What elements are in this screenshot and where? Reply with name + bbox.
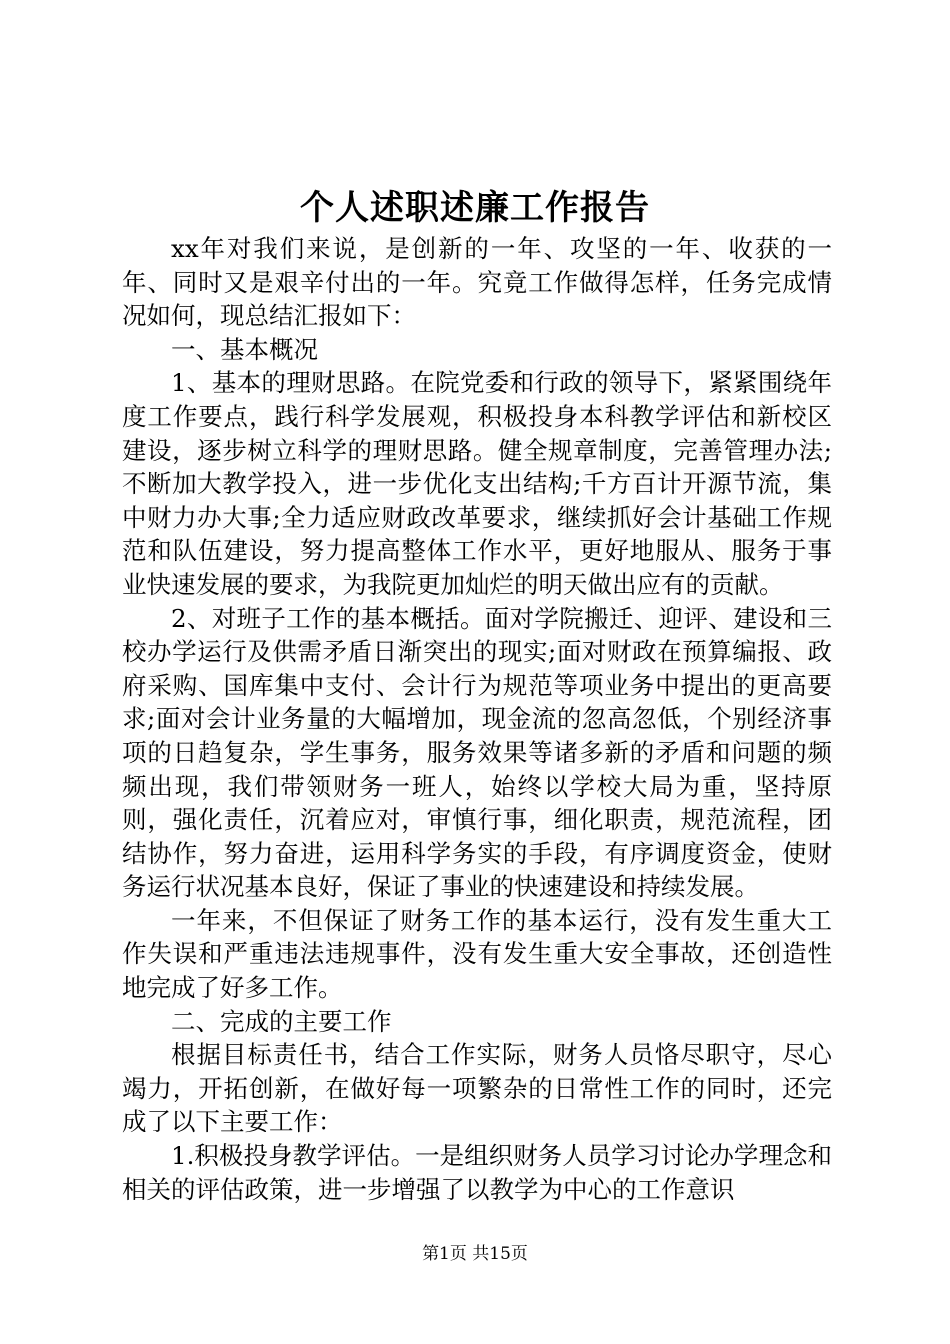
- document-body: [122, 232, 832, 1206]
- page-number: 第1页 共15页: [422, 1244, 528, 1264]
- paragraph-main-work-intro: 根据目标责任书，结合工作实际，财务人员恪尽职守，尽心竭力，开拓创新，在做好每一项繁杂的日常性工作的同时，还完成了以下主要工作：: [122, 1040, 832, 1137]
- paragraph-intro: xx年对我们来说，是创新的一年、攻坚的一年、收获的一年、同时又是艰辛付出的一年。究竟工作做得怎样，任务完成情况如何，现总结汇报如下：: [122, 234, 832, 331]
- paragraph-year-summary: 一年来，不但保证了财务工作的基本运行，没有发生重大工作失误和严重违法违规事件，没有发生重大安全事故，还创造性地完成了好多工作。: [122, 905, 832, 1003]
- paragraph-team-summary: 2、对班子工作的基本概括。面对学院搬迁、迎评、建设和三校办学运行及供需矛盾日渐突出的现实;面对财政在预算编报、政府采购、国库集中支付、会计行为规范等项业务中提出的更高要求;面对会计业务量的大幅增加，现金流的忽高忽低，个别经济事项的日趋复杂，学生事务，服务效果等诸多新的矛盾和问题的频频出现，我们带领财务一班人，始终以学校大局为重，坚持原则，强化责任，沉着应对，审慎行事，细化职责，规范流程，团结协作，努力奋进，运用科学务实的手段，有序调度资金，使财务运行状况基本良好，保证了事业的快速建设和持续发展。: [122, 603, 832, 902]
- section-heading-overview: 一、基本概况: [171, 334, 318, 364]
- paragraph-finance-approach: 1、基本的理财思路。在院党委和行政的领导下，紧紧围绕年度工作要点，践行科学发展观，积极投身本科教学评估和新校区建设，逐步树立科学的理财思路。健全规章制度，完善管理办法;不断加大教学投入，进一步优化支出结构;千方百计开源节流，集中财力办大事;全力适应财政改革要求，继续抓好会计基础工作规范和队伍建设，努力提高整体工作水平，更好地服从、服务于事业快速发展的要求，为我院更加灿烂的明天做出应有的贡献。: [122, 368, 832, 599]
- paragraph-teaching-evaluation: 1.积极投身教学评估。一是组织财务人员学习讨论办学理念和相关的评估政策，进一步增强了以教学为中心的工作意识: [122, 1141, 832, 1204]
- section-heading-main-work: 二、完成的主要工作: [171, 1006, 392, 1036]
- document-title: 个人述职述廉工作报告: [300, 188, 650, 228]
